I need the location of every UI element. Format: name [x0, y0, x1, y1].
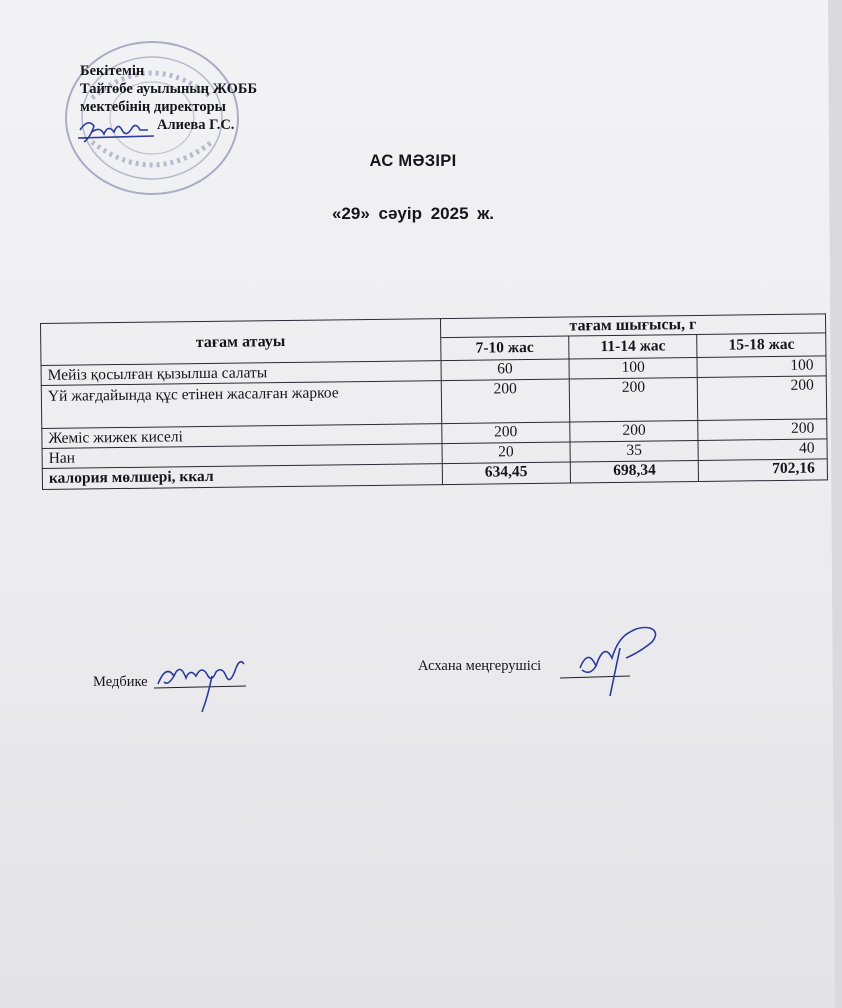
col-dish-name: тағам атауы — [41, 319, 441, 366]
nurse-signature — [150, 646, 250, 716]
director-title: мектебінің директоры — [80, 99, 226, 115]
portion-value: 40 — [698, 439, 827, 461]
calories-value: 702,16 — [699, 459, 828, 482]
portion-value: 200 — [441, 379, 570, 424]
portion-value: 100 — [697, 356, 826, 378]
dish-name: Мейіз қосылған қызылша салаты — [41, 361, 441, 386]
director-signature — [78, 116, 160, 146]
page-title: АС МӘЗІРІ — [369, 152, 457, 170]
portion-value: 200 — [698, 376, 827, 421]
portion-value: 20 — [442, 442, 571, 464]
menu-date: «29» сәуір 2025 ж. — [331, 204, 495, 223]
portion-value: 200 — [698, 419, 827, 441]
approval-heading: Бекітемін — [80, 63, 145, 79]
portion-value: 100 — [569, 357, 698, 379]
calories-value: 634,45 — [442, 462, 571, 485]
dish-name: Нан — [42, 444, 442, 469]
col-portion-output: тағам шығысы, г — [440, 314, 826, 338]
menu-table — [40, 313, 828, 490]
portion-value: 200 — [570, 420, 699, 442]
col-age-15-18: 15-18 жас — [697, 333, 826, 358]
portion-value: 200 — [441, 422, 570, 444]
col-age-11-14: 11-14 жас — [569, 334, 698, 359]
dish-name: Үй жағдайында құс етінен жасалған жаркое — [41, 381, 441, 429]
portion-value: 35 — [570, 440, 699, 462]
nurse-label: Медбике — [93, 674, 148, 690]
calories-label: калория мөлшері, ккал — [42, 464, 442, 490]
school-name: Тайтөбе ауылының ЖОББ — [80, 81, 258, 97]
kitchen-head-signature — [560, 618, 670, 698]
calories-value: 698,34 — [570, 460, 699, 483]
portion-value: 60 — [441, 359, 570, 381]
kitchen-head-label: Асхана меңгерушісі — [418, 658, 542, 674]
dish-name: Жеміс жижек киселі — [42, 424, 442, 449]
portion-value: 200 — [569, 377, 698, 422]
director-name: Алиева Г.С. — [157, 117, 235, 133]
col-age-7-10: 7-10 жас — [440, 336, 569, 361]
